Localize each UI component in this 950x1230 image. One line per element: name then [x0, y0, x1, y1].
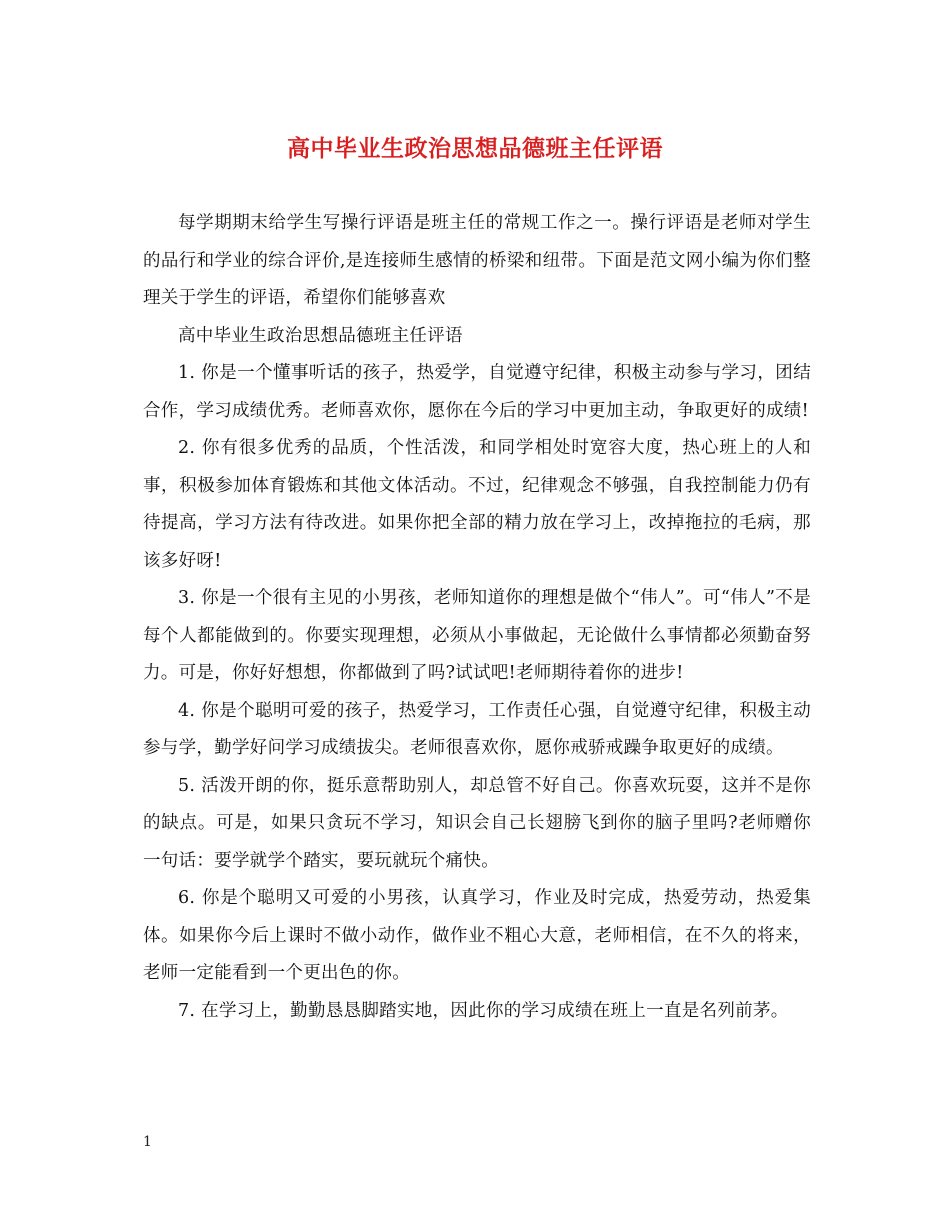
- page-number: 1: [143, 1134, 152, 1150]
- comment-paragraph-3: 3. 你是一个很有主见的小男孩，老师知道你的理想是做个“伟人”。可“伟人”不是每个人都能做到的。你要实现理想，必须从小事做起，无论做什么事情都必须勤奋努力。可是，你好好想想，你都做到了吗?试试吧!老师期待着你的进步!: [143, 588, 811, 683]
- comment-paragraph-1: 1. 你是一个懂事听话的孩子，热爱学，自觉遵守纪律，积极主动参与学习，团结合作，学习成绩优秀。老师喜欢你，愿你在今后的学习中更加主动，争取更好的成绩!: [143, 363, 811, 421]
- comment-paragraph-6: 6. 你是个聪明又可爱的小男孩，认真学习，作业及时完成，热爱劳动，热爱集体。如果你今后上课时不做小动作，做作业不粗心大意，老师相信，在不久的将来，老师一定能看到一个更出色的你。: [143, 888, 811, 983]
- comment-paragraph-5: 5. 活泼开朗的你，挺乐意帮助别人，却总管不好自己。你喜欢玩耍，这并不是你的缺点。可是，如果只贪玩不学习，知识会自己长翅膀飞到你的脑子里吗?老师赠你一句话：要学就学个踏实，要玩就玩个痛快。: [143, 775, 811, 871]
- intro-paragraph: 每学期期末给学生写操行评语是班主任的常规工作之一。操行评语是老师对学生的品行和学业的综合评价,是连接师生感情的桥梁和纽带。下面是范文网小编为你们整理关于学生的评语，希望你们能够喜欢: [143, 213, 811, 308]
- comment-paragraph-7: 7. 在学习上，勤勤恳恳脚踏实地，因此你的学习成绩在班上一直是名列前茅。: [178, 1000, 789, 1021]
- comment-paragraph-2: 2. 你有很多优秀的品质，个性活泼，和同学相处时宽容大度，热心班上的人和事，积极参加体育锻炼和其他文体活动。不过，纪律观念不够强，自我控制能力仍有待提高，学习方法有待改进。如果你把全部的精力放在学习上，改掉拖拉的毛病，那该多好呀!: [143, 438, 811, 571]
- document-title: 高中毕业生政治思想品德班主任评语: [287, 135, 663, 162]
- section-heading: 高中毕业生政治思想品德班主任评语: [178, 325, 463, 346]
- document-body: [143, 205, 811, 1030]
- comment-paragraph-4: 4. 你是个聪明可爱的孩子，热爱学习，工作责任心强，自觉遵守纪律，积极主动参与学，勤学好问学习成绩拔尖。老师很喜欢你，愿你戒骄戒躁争取更好的成绩。: [143, 700, 811, 758]
